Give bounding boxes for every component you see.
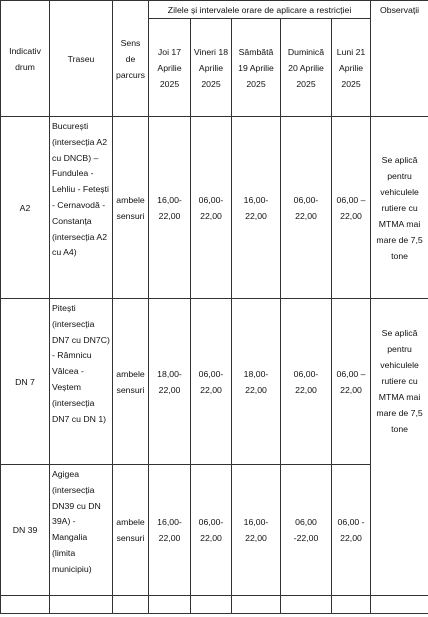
empty-row <box>1 596 428 614</box>
time-thursday: 16,00-22,00 <box>149 117 191 299</box>
direction: ambele sensuri <box>113 299 149 465</box>
header-days-group: Zilele și intervalele orare de aplicare a restricției <box>149 1 371 19</box>
time-friday: 06,00-22,00 <box>191 465 232 596</box>
time-sunday: 06,00-22,00 <box>281 117 332 299</box>
empty-cell <box>191 596 232 614</box>
header-day-monday: Luni 21 Aprilie 2025 <box>332 19 371 117</box>
time-thursday: 18,00-22,00 <box>149 299 191 465</box>
table-row <box>1 465 428 596</box>
header-observatii: Observații <box>371 1 428 117</box>
header-indicativ: Indicativ drum <box>1 1 50 117</box>
road-code: A2 <box>1 117 50 299</box>
time-monday: 06,00 – 22,00 <box>332 299 371 465</box>
route-description: București (intersecția A2 cu DNCB) – Fundulea - Lehliu - Fetești - Cernavodă - Constanța (intersecția A2 cu A4) <box>50 117 113 299</box>
road-code: DN 7 <box>1 299 50 465</box>
empty-cell <box>281 596 332 614</box>
header-day-saturday: Sâmbătă 19 Aprilie 2025 <box>232 19 281 117</box>
table-row <box>1 299 428 465</box>
observation-note: Se aplică pentru vehiculele rutiere cu MTMA mai mare de 7,5 tone <box>371 117 428 299</box>
time-monday: 06,00 - 22,00 <box>332 465 371 596</box>
header-row-top <box>1 1 428 19</box>
observation-note: Se aplică pentru vehiculele rutiere cu MTMA mai mare de 7,5 tone <box>371 299 428 596</box>
empty-cell <box>332 596 371 614</box>
time-thursday: 16,00-22,00 <box>149 465 191 596</box>
time-saturday: 16,00-22,00 <box>232 117 281 299</box>
time-saturday: 18,00-22,00 <box>232 299 281 465</box>
header-traseu: Traseu <box>50 1 113 117</box>
time-friday: 06,00-22,00 <box>191 299 232 465</box>
header-day-friday: Vineri 18 Aprilie 2025 <box>191 19 232 117</box>
empty-cell <box>371 596 428 614</box>
direction: ambele sensuri <box>113 465 149 596</box>
empty-cell <box>113 596 149 614</box>
header-day-thursday: Joi 17 Aprilie 2025 <box>149 19 191 117</box>
road-code: DN 39 <box>1 465 50 596</box>
header-sens: Sens de parcurs <box>113 1 149 117</box>
time-sunday: 06,00 -22,00 <box>281 465 332 596</box>
direction: ambele sensuri <box>113 117 149 299</box>
empty-cell <box>50 596 113 614</box>
empty-cell <box>232 596 281 614</box>
route-description: Pitești (intersecția DN7 cu DN7C) - Râmnicu Vâlcea - Veștem (intersecția DN7 cu DN 1) <box>50 299 113 465</box>
time-monday: 06,00 – 22,00 <box>332 117 371 299</box>
time-saturday: 16,00-22,00 <box>232 465 281 596</box>
time-friday: 06,00-22,00 <box>191 117 232 299</box>
time-sunday: 06,00-22,00 <box>281 299 332 465</box>
table-row <box>1 117 428 299</box>
empty-cell <box>1 596 50 614</box>
empty-cell <box>149 596 191 614</box>
header-day-sunday: Duminică 20 Aprilie 2025 <box>281 19 332 117</box>
route-description: Agigea (intersecția DN39 cu DN 39A) - Mangalia (limita municipiu) <box>50 465 113 596</box>
